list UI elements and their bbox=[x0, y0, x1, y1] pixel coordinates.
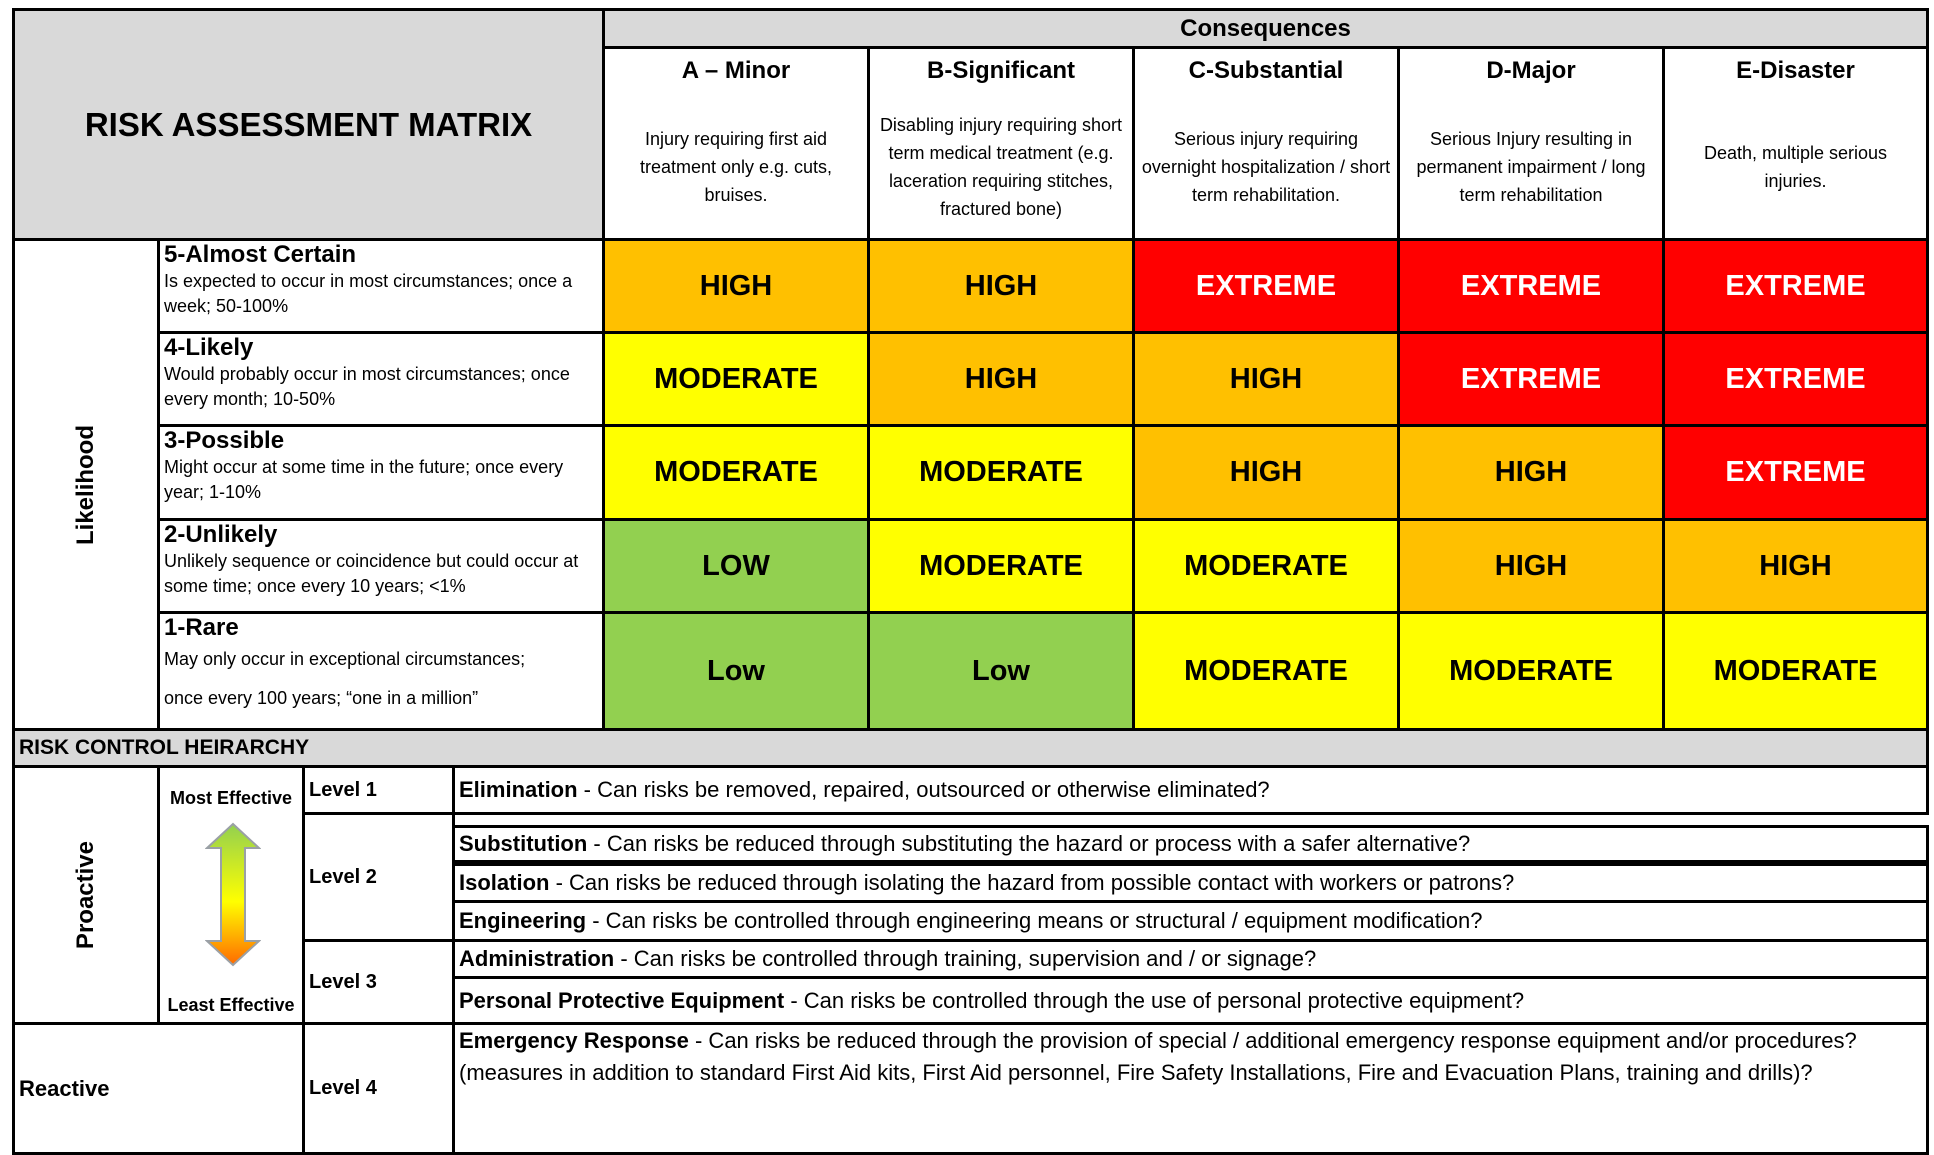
control-substitution bbox=[452, 825, 1929, 863]
likelihood-description-2: once every 100 years; “one in a million” bbox=[164, 688, 479, 708]
rating-cell bbox=[1132, 238, 1400, 334]
rating-cell bbox=[1662, 611, 1929, 731]
level-1-cell bbox=[302, 765, 455, 815]
likelihood-description: Might occur at some time in the future; once every year; 1-10% bbox=[164, 457, 564, 502]
likelihood-title: 4-Likely bbox=[164, 334, 254, 361]
rating-label: HIGH bbox=[1759, 549, 1832, 582]
level-4-cell bbox=[302, 1022, 455, 1155]
likelihood-row-0 bbox=[157, 238, 605, 334]
rating-label: Low bbox=[972, 654, 1030, 687]
rating-cell bbox=[867, 518, 1135, 614]
rating-cell bbox=[867, 424, 1135, 521]
consequence-description: Injury requiring first aid treatment only e.g. cuts, bruises. bbox=[639, 128, 833, 205]
proactive-label: Proactive bbox=[72, 840, 99, 950]
rating-cell bbox=[602, 424, 870, 521]
likelihood-description: Unlikely sequence or coincidence but could occur at some time; once every 10 years; <1% bbox=[164, 551, 579, 596]
rating-cell bbox=[867, 238, 1135, 334]
likelihood-title: 1-Rare bbox=[164, 614, 239, 641]
control-name: Elimination bbox=[459, 777, 578, 802]
likelihood-row-4 bbox=[157, 611, 605, 731]
control-name: Personal Protective Equipment bbox=[459, 987, 785, 1013]
control-text: - Can risks be removed, repaired, outsourced or otherwise eliminated? bbox=[577, 777, 1270, 802]
likelihood-description: Is expected to occur in most circumstances; once a week; 50-100% bbox=[164, 271, 573, 316]
rating-label: EXTREME bbox=[1725, 362, 1866, 395]
rating-label: HIGH bbox=[1494, 456, 1568, 488]
most-effective-label: Most Effective bbox=[169, 788, 293, 808]
consequence-column-2 bbox=[1132, 46, 1400, 241]
level-3-cell bbox=[302, 939, 455, 1025]
rating-cell bbox=[1662, 424, 1929, 521]
likelihood-label-cell bbox=[12, 238, 160, 731]
rating-label: EXTREME bbox=[1195, 269, 1337, 302]
control-text: - Can risks be reduced through substituting the hazard or process with a safer alternative? bbox=[587, 831, 1471, 856]
control-name: Isolation bbox=[459, 870, 550, 895]
control-emergency-response bbox=[452, 1022, 1929, 1155]
rating-cell bbox=[1132, 331, 1400, 427]
consequence-description: Serious Injury resulting in permanent impairment / long term rehabilitation bbox=[1416, 128, 1646, 205]
level-4-label: Level 4 bbox=[309, 1077, 377, 1099]
control-text: - Can risks be reduced through the provision of special / additional emergency response equipment and/or procedures? bbox=[688, 1028, 1857, 1053]
reactive-cell bbox=[12, 1022, 305, 1155]
likelihood-label: Likelihood bbox=[72, 424, 99, 545]
rating-cell bbox=[1662, 331, 1929, 427]
consequence-title: A – Minor bbox=[681, 57, 791, 84]
rating-cell bbox=[1397, 331, 1665, 427]
consequence-description: Death, multiple serious injuries. bbox=[1703, 142, 1888, 191]
consequence-title: E-Disaster bbox=[1736, 57, 1855, 84]
consequences-title: Consequences bbox=[1180, 14, 1351, 42]
control-ppe bbox=[452, 976, 1929, 1025]
rating-cell bbox=[1397, 518, 1665, 614]
consequence-title: C-Substantial bbox=[1188, 57, 1344, 84]
consequence-description: Disabling injury requiring short term medical treatment (e.g. laceration requiring stitches, fractured bone) bbox=[879, 114, 1123, 219]
likelihood-row-2 bbox=[157, 424, 605, 521]
consequence-column-4 bbox=[1662, 46, 1929, 241]
rating-cell bbox=[602, 238, 870, 334]
rating-cell bbox=[1662, 238, 1929, 334]
rating-cell bbox=[867, 331, 1135, 427]
proactive-label-cell bbox=[12, 765, 160, 1025]
rating-label: EXTREME bbox=[1725, 456, 1866, 488]
rating-label: MODERATE bbox=[654, 456, 818, 488]
rating-cell bbox=[1132, 424, 1400, 521]
rating-cell bbox=[867, 611, 1135, 731]
reactive-label: Reactive bbox=[19, 1075, 110, 1101]
control-text: - Can risks be controlled through the use of personal protective equipment? bbox=[784, 987, 1525, 1013]
likelihood-title: 2-Unlikely bbox=[164, 521, 278, 548]
effectiveness-cell bbox=[157, 765, 305, 1025]
rating-cell bbox=[602, 611, 870, 731]
rating-label: MODERATE bbox=[1184, 654, 1348, 687]
rating-label: HIGH bbox=[1229, 362, 1303, 395]
consequence-description: Serious injury requiring overnight hospitalization / short term rehabilitation. bbox=[1141, 128, 1391, 205]
likelihood-description: Would probably occur in most circumstances; once every month; 10-50% bbox=[164, 364, 570, 409]
control-isolation bbox=[452, 863, 1929, 903]
control-elimination bbox=[452, 765, 1929, 815]
matrix-title: RISK ASSESSMENT MATRIX bbox=[84, 105, 533, 143]
rating-label: MODERATE bbox=[1713, 654, 1878, 687]
control-engineering bbox=[452, 900, 1929, 942]
consequences-header bbox=[602, 8, 1929, 49]
likelihood-row-1 bbox=[157, 331, 605, 427]
level-2-label: Level 2 bbox=[309, 865, 377, 888]
rating-cell bbox=[1662, 518, 1929, 614]
rating-label: MODERATE bbox=[919, 549, 1083, 582]
control-text: - Can risks be controlled through training, supervision and / or signage? bbox=[614, 946, 1317, 971]
likelihood-title: 3-Possible bbox=[164, 427, 285, 454]
control-name: Emergency Response bbox=[459, 1028, 689, 1053]
control-name: Substitution bbox=[459, 831, 588, 856]
matrix-title-cell bbox=[12, 8, 605, 241]
rating-label: EXTREME bbox=[1725, 269, 1866, 302]
level-2-cell bbox=[302, 812, 455, 942]
rating-cell bbox=[1397, 611, 1665, 731]
hierarchy-title: RISK CONTROL HEIRARCHY bbox=[19, 736, 310, 759]
rating-cell bbox=[1397, 424, 1665, 521]
rating-cell bbox=[1132, 518, 1400, 614]
consequence-column-3 bbox=[1397, 46, 1665, 241]
rating-label: HIGH bbox=[1494, 549, 1568, 582]
rating-label: HIGH bbox=[699, 269, 773, 302]
rating-label: EXTREME bbox=[1460, 269, 1602, 302]
rating-label: HIGH bbox=[964, 269, 1038, 302]
consequence-column-1 bbox=[867, 46, 1135, 241]
consequence-column-0 bbox=[602, 46, 870, 241]
rating-cell bbox=[602, 518, 870, 614]
level-1-label: Level 1 bbox=[309, 778, 377, 801]
control-name: Engineering bbox=[459, 908, 587, 933]
likelihood-description: May only occur in exceptional circumstances; bbox=[164, 649, 526, 669]
control-administration bbox=[452, 939, 1929, 979]
rating-label: LOW bbox=[702, 549, 770, 582]
rating-label: MODERATE bbox=[1184, 549, 1348, 582]
rating-cell bbox=[1397, 238, 1665, 334]
control-text: - Can risks be controlled through engineering means or structural / equipment modification? bbox=[586, 908, 1483, 933]
likelihood-title: 5-Almost Certain bbox=[164, 241, 357, 268]
rating-label: MODERATE bbox=[654, 362, 818, 395]
level-3-label: Level 3 bbox=[309, 970, 377, 993]
rating-cell bbox=[602, 331, 870, 427]
control-note: (measures in addition to standard First Aid kits, First Aid personnel, Fire Safety Installations, Fire and Evacuation Plans, training and drills)? bbox=[459, 1060, 1813, 1085]
risk-control-hierarchy-header bbox=[12, 728, 1929, 768]
double-arrow-icon bbox=[205, 822, 261, 967]
rating-label: MODERATE bbox=[1449, 654, 1613, 687]
consequence-title: B-Significant bbox=[927, 57, 1075, 84]
rating-label: Low bbox=[707, 654, 765, 687]
likelihood-row-3 bbox=[157, 518, 605, 614]
rating-label: EXTREME bbox=[1460, 362, 1602, 395]
rating-label: MODERATE bbox=[919, 456, 1083, 488]
rating-label: HIGH bbox=[1229, 456, 1303, 488]
least-effective-label: Least Effective bbox=[167, 995, 295, 1015]
consequence-title: D-Major bbox=[1486, 57, 1576, 84]
control-text: - Can risks be reduced through isolating the hazard from possible contact with workers or patrons? bbox=[549, 870, 1515, 895]
control-name: Administration bbox=[459, 946, 615, 971]
rating-cell bbox=[1132, 611, 1400, 731]
rating-label: HIGH bbox=[964, 362, 1038, 395]
